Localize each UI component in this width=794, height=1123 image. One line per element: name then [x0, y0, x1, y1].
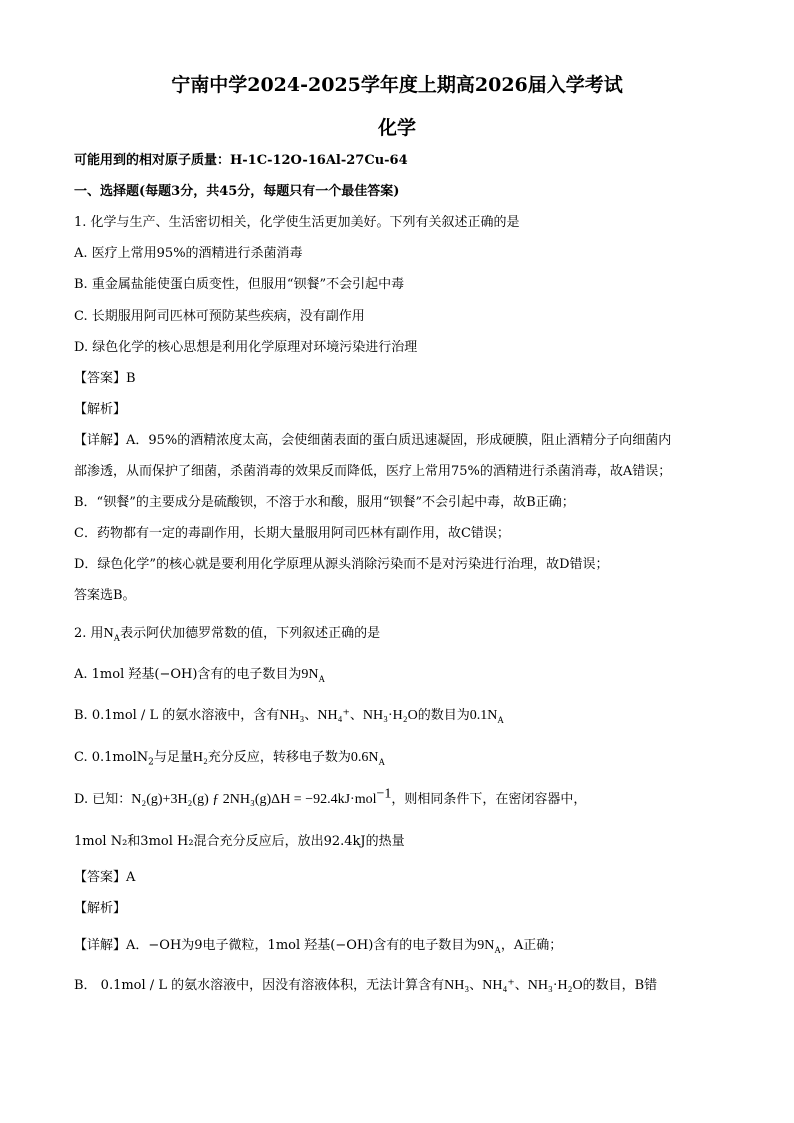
q2-detail-1: 【详解】A．−OH为9电子微粒，1mol 羟基(−OH)含有的电子数目为$9N_A$，A正确； [74, 938, 563, 955]
q1-detail-1: 【详解】A．95%的酒精浓度太高，会使细菌表面的蛋白质迅速凝固，形成硬膜，阻止酒精分子向细菌内 [74, 433, 672, 448]
q2-option-d-cont: 1mol N₂和3mol H₂混合充分反应后，放出92.4kJ的热量 [74, 834, 405, 849]
q2-analysis-tag: 【解析】 [74, 901, 127, 916]
q1-conclusion: 答案选B。 [74, 588, 136, 603]
q1-option-c: C. 长期服用阿司匹林可预防某些疾病，没有副作用 [74, 309, 365, 324]
exam-title: 宁南中学2024-2025学年度上期高2026届入学考试 [171, 74, 623, 96]
q1-detail-4: C．药物都有一定的毒副作用，长期大量服用阿司匹林有副作用，故C错误； [74, 526, 510, 541]
q2-answer: 【答案】A [74, 870, 136, 885]
q1-analysis-tag: 【解析】 [74, 402, 127, 417]
q1-answer: 【答案】B [74, 371, 136, 386]
q2-option-a: A. 1mol 羟基(−OH)含有的电子数目为$9N_A$ [74, 667, 326, 684]
q1-stem: 1. 化学与生产、生活密切相关，化学使生活更加美好。下列有关叙述正确的是 [74, 215, 520, 230]
q2-option-b: B. 0.1mol / L 的氨水溶液中，含有NH₃、NH₄⁺、NH₃·H₂O的数目为$0.1N_A$ [74, 708, 504, 725]
q2-detail-2: B． 0.1mol / L 的氨水溶液中，因没有溶液体积，无法计算含有NH₃、NH₄⁺、NH₃·H₂O的数目，B错 [74, 978, 658, 993]
q1-detail-2: 部渗透，从而保护了细菌，杀菌消毒的效果反而降低，医疗上常用75%的酒精进行杀菌消毒，故A错误； [74, 464, 672, 479]
na-symbol: $N_A$ [103, 626, 121, 643]
atomic-masses: 可能用到的相对原子质量：H-1C-12O-16Al-27Cu-64 [74, 153, 408, 168]
q2-stem: 2. 用$N_A$表示阿伏加德罗常数的值，下列叙述正确的是 [74, 626, 381, 643]
q1-option-b: B. 重金属盐能使蛋白质变性，但服用“钡餐”不会引起中毒 [74, 277, 405, 292]
q2-option-c: C. 0.1molN$_2$与足量H₂充分反应，转移电子数为$0.6N_A$ [74, 750, 385, 768]
q1-detail-5: D．绿色化学”的核心就是要利用化学原理从源头消除污染而不是对污染进行治理，故D错误； [74, 557, 609, 572]
q1-option-d: D. 绿色化学的核心思想是利用化学原理对环境污染进行治理 [74, 340, 418, 355]
section-heading: 一、选择题(每题3分，共45分，每题只有一个最佳答案) [74, 184, 400, 199]
q1-option-a: A. 医疗上常用95%的酒精进行杀菌消毒 [74, 246, 303, 261]
subject-title: 化学 [377, 117, 416, 139]
q1-detail-3: B．“钡餐”的主要成分是硫酸钡，不溶于水和酸，服用“钡餐”不会引起中毒，故B正确； [74, 495, 575, 510]
q2-option-d: D. 已知：N₂(g)+3H₂(g) ƒ 2NH₃(g)ΔH = −92.4kJ·mol$^{-1}$，则相同条件下，在密闭容器中， [74, 786, 587, 807]
